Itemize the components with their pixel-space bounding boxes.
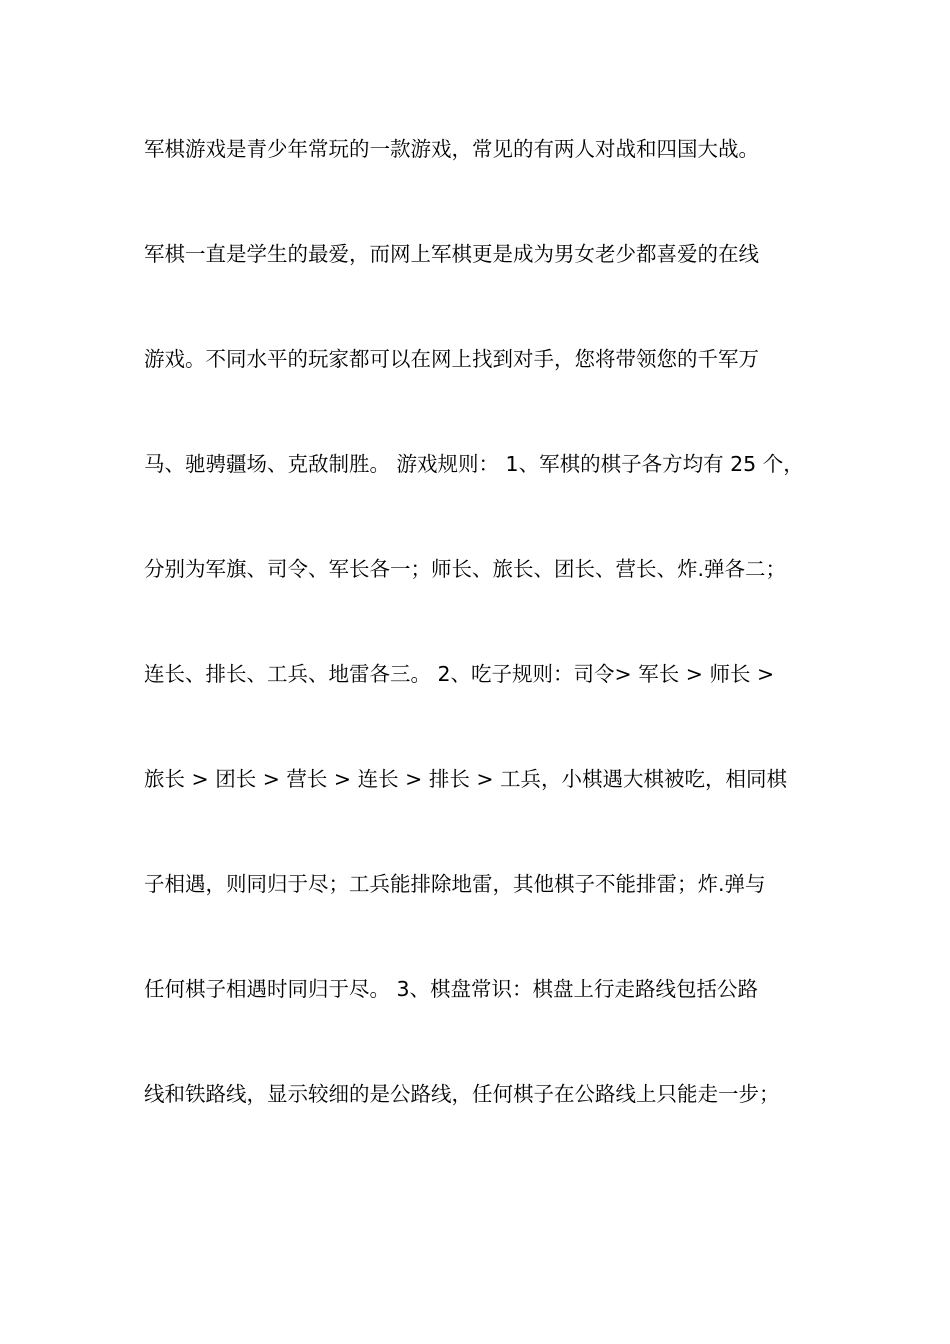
text-line-4: 马、驰骋疆场、克敌制胜。 游戏规则： 1、军棋的棋子各方均有 25 个，: [144, 452, 804, 476]
text-line-5: 分别为军旗、司令、军长各一；师长、旅长、团长、营长、炸.弹各二；: [144, 557, 787, 581]
text-line-1: 军棋游戏是青少年常玩的一款游戏，常见的有两人对战和四国大战。: [144, 137, 759, 161]
text-line-9: 任何棋子相遇时同归于尽。 3、棋盘常识：棋盘上行走路线包括公路: [144, 977, 759, 1001]
text-line-6: 连长、排长、工兵、地雷各三。 2、吃子规则：司令> 军长 > 师长 >: [144, 662, 775, 686]
text-line-10: 线和铁路线，显示较细的是公路线，任何棋子在公路线上只能走一步；: [144, 1082, 780, 1106]
text-line-7: 旅长 > 团长 > 营长 > 连长 > 排长 > 工兵，小棋遇大棋被吃，相同棋: [144, 767, 788, 791]
body-text: [144, 136, 844, 1186]
text-line-2: 军棋一直是学生的最爱，而网上军棋更是成为男女老少都喜爱的在线: [144, 242, 759, 266]
text-line-8: 子相遇，则同归于尽；工兵能排除地雷，其他棋子不能排雷；炸.弹与: [144, 872, 766, 896]
text-line-3: 游戏。不同水平的玩家都可以在网上找到对手，您将带领您的千军万: [144, 347, 759, 371]
